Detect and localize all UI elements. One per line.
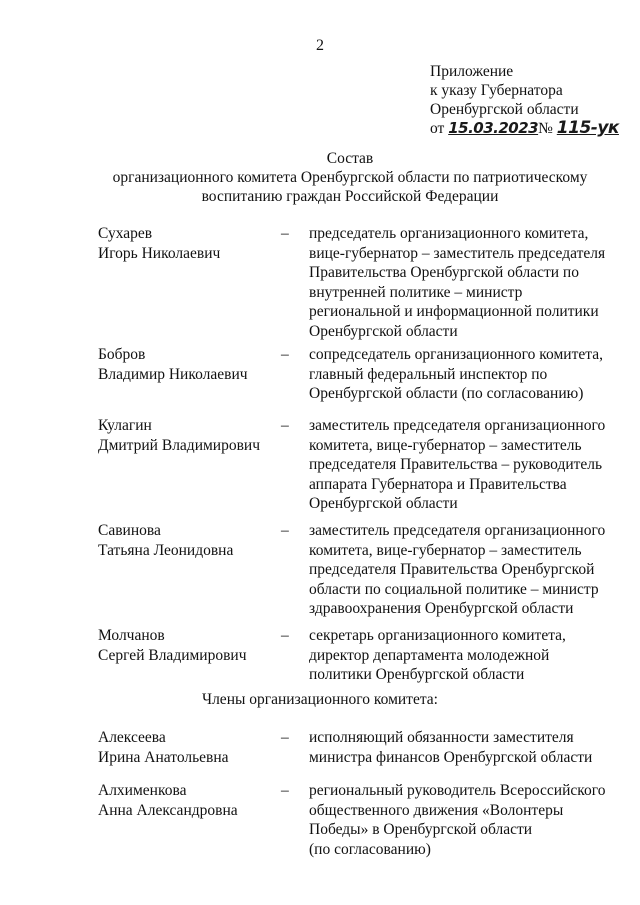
member-role (309, 345, 609, 404)
member-surname: Сухарев (98, 225, 153, 242)
member-role-line: заместитель председателя организационного (309, 522, 606, 539)
member-role-line: политики Оренбургской области (309, 666, 525, 683)
member-role-line: комитета, вице-губернатор – заместитель (309, 541, 582, 559)
member-role-line: (по согласованию) (309, 840, 431, 858)
member-role-line: председателя Правительства – руководитель (309, 456, 603, 473)
member-role-line: председатель организационного комитета, (309, 225, 589, 242)
number-prefix: № (538, 120, 553, 137)
member-role-line: Победы» в Оренбургской области (309, 821, 533, 838)
member-surname: Кулагин (98, 417, 152, 434)
member-role (309, 626, 609, 685)
member-role-line: секретарь организационного комитета, (309, 627, 566, 644)
member-given-names: Дмитрий Владимирович (98, 436, 261, 454)
title-line-2: организационного комитета Оренбургской области по патриотическому (112, 169, 588, 186)
member-role-line: области по социальной политике – министр (309, 580, 599, 598)
member-role-line: внутренней политике – министр (309, 283, 523, 301)
member-role (309, 728, 609, 767)
member-name (98, 728, 278, 767)
member-role-line: сопредседатель организационного комитета, (309, 346, 603, 363)
member-dash: – (281, 417, 289, 434)
member-role-line: директор департамента молодежной (309, 646, 550, 664)
member-role-line: Оренбургской области (по согласованию) (309, 385, 584, 402)
page-number: 2 (316, 37, 324, 54)
member-role-line: главный федеральный инспектор по (309, 365, 548, 383)
member-dash: – (281, 346, 289, 363)
member-surname: Савинова (98, 522, 161, 539)
member-dash: – (281, 225, 289, 242)
member-name (98, 224, 278, 263)
member-role-line: Правительства Оренбургской области по (309, 264, 579, 281)
handwritten-number: 115-ук (556, 118, 619, 138)
member-role-line: вице-губернатор – заместитель председателя (309, 244, 606, 262)
appendix-line-3: Оренбургской области (430, 101, 579, 118)
member-role-line: заместитель председателя организационного (309, 417, 606, 434)
member-role-line: общественного движения «Волонтеры (309, 801, 564, 819)
members-heading: Члены организационного комитета: (202, 691, 438, 708)
member-given-names: Игорь Николаевич (98, 244, 221, 262)
member-role (309, 781, 609, 859)
member-name (98, 345, 278, 384)
appendix-line-1: Приложение (430, 63, 514, 80)
appendix-line-2: к указу Губернатора (430, 82, 563, 99)
date-prefix: от (430, 120, 445, 137)
title-line-1: Состав (326, 150, 374, 167)
member-given-names: Сергей Владимирович (98, 646, 247, 664)
member-role-line: аппарата Губернатора и Правительства (309, 475, 567, 493)
appendix-block (430, 62, 619, 138)
member-role-line: министра финансов Оренбургской области (309, 748, 593, 766)
appendix-date-line (430, 119, 619, 138)
member-name (98, 781, 278, 820)
member-surname: Бобров (98, 346, 146, 363)
member-given-names: Анна Александровна (98, 801, 238, 819)
member-role-line: Оренбургской области (309, 495, 458, 512)
member-given-names: Ирина Анатольевна (98, 748, 229, 766)
document-title (60, 149, 640, 206)
member-role (309, 521, 609, 619)
member-surname: Алексеева (98, 729, 166, 746)
member-role-line: региональный руководитель Всероссийского (309, 782, 606, 799)
member-dash: – (281, 729, 289, 746)
member-role-line: председателя Правительства Оренбургской (309, 561, 595, 578)
member-given-names: Татьяна Леонидовна (98, 541, 234, 559)
member-surname: Алхименкова (98, 782, 187, 799)
member-name (98, 416, 278, 455)
handwritten-date: 15.03.2023 (448, 119, 539, 137)
member-name (98, 521, 278, 560)
member-dash: – (281, 627, 289, 644)
member-role-line: региональной и информационной политики (309, 303, 599, 320)
member-role-line: исполняющий обязанности заместителя (309, 729, 574, 746)
member-surname: Молчанов (98, 627, 165, 644)
title-line-3: воспитанию граждан Российской Федерации (201, 188, 499, 205)
member-given-names: Владимир Николаевич (98, 365, 248, 383)
member-name (98, 626, 278, 665)
member-role-line: комитета, вице-губернатор – заместитель (309, 436, 582, 454)
member-dash: – (281, 522, 289, 539)
member-role (309, 416, 609, 514)
member-role-line: здравоохранения Оренбургской области (309, 600, 574, 617)
member-role (309, 224, 609, 341)
member-dash: – (281, 782, 289, 799)
member-role-line: Оренбургской области (309, 322, 458, 340)
